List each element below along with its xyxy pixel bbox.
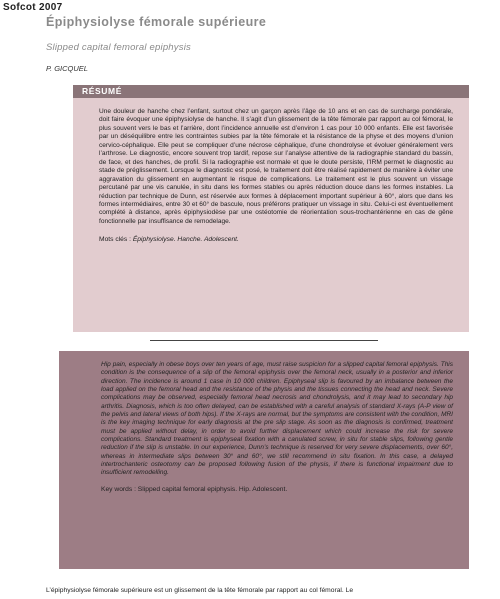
article-subtitle: Slipped capital femoral epiphysis	[46, 42, 191, 53]
journal-label: Sofcot 2007	[3, 2, 63, 13]
resume-box	[73, 85, 469, 332]
article-author: P. GICQUEL	[46, 64, 88, 73]
article-title: Épiphysiolyse fémorale supérieure	[46, 15, 267, 29]
resume-keywords-list: Épiphysiolyse. Hanche. Adolescent.	[132, 236, 239, 244]
resume-keywords	[99, 236, 453, 243]
resume-heading: RÉSUMÉ	[73, 85, 469, 98]
resume-text: Une douleur de hanche chez l’enfant, surtout chez un garçon après l’âge de 10 ans et en cas de surcharge pondérale, doit faire évoquer une épiphysiolyse de hanche. Il s’agit d’un glissement de la tête fémorale par rapport au col fémoral, le plus souvent vers le bas et l’arrière, dont l’incidence annuelle est d’environ 1 cas pour 10 000 enfants. Elle est favorisée par un déséquilibre entre les contraintes subies par la tête fémorale et la résistance de la physe et des moyens d’union cervico-céphalique. Elle peut se compliquer d’une nécrose céphalique, d’une chondrolyse et évoluer généralement vers l’arthrose. Le diagnostic, encore souvent trop tardif, repose sur l’analyse attentive de la radiographie standard du bassin, de face, et des hanches, de profil. Si la radiographie est normale et que le doute persiste, l’IRM permet le diagnostic au stade de préglissement. Lorsque le diagnostic est posé, le traitement doit être réalisé rapidement de manière à éviter une aggravation du glissement en augmentant le risque de complications. Le traitement est le plus souvent un vissage percutané par une vis canulée, in situ dans les formes stables ou après réduction douce dans les formes instables. La réduction par technique de Dunn, est réservée aux formes à déplacement important supérieur à 60°, alors que dans les formes intermédiaires, entre 30 et 60° de bascule, nous préférons pratiquer un vissage in situ. Celui-ci est éventuellement complété à distance, après épiphysiodèse par une ostéotomie de réorientation sous-trochantérienne en cas de gêne fonctionnelle par insuffisance de remodelage.	[99, 108, 453, 225]
body-text-line: L’épiphysiolyse fémorale supérieure est un glissement de la tête fémorale par rapport au col fémoral. Le	[46, 587, 354, 594]
resume-keywords-label: Mots clés :	[99, 236, 131, 244]
abstract-keywords	[101, 486, 453, 493]
abstract-box	[59, 351, 469, 569]
separator-line	[150, 340, 378, 341]
abstract-keywords-list: Slipped capital femoral epiphysis. Hip. Adolescent.	[137, 485, 288, 493]
abstract-text: Hip pain, especially in obese boys over ten years of age, must raise suspicion for a slipped capital femoral epiphysis. This condition is the consequence of a slip of the femoral epiphysis over the femoral neck, usually in a posterior and inferior direction. The incidence is around 1 case in 10 000 children. Epiphyseal slip is favoured by an imbalance between the load applied on the femoral head and the resistance of the physis and the tissues connecting the head and neck. Severe complications may be observed, especially femoral head necrosis and chondrolysis, and it may lead to secondary hip arthritis. Diagnosis, which is too often delayed, can be established with a careful analysis of standard X-rays (A-P view of the pelvis and lateral views of both hips). If the X-rays are normal, but the symptoms are consistent with the condition, MRI is the key imaging technique for early diagnosis at the pre slip stage. As soon as the diagnosis is confirmed, treatment must be applied without delay, in order to avoid further displacement which could increase the risk for severe complications. Standard treatment is epiphyseal fixation with a canulated screw, in situ for stable slips, following gentle reduction if the slip is unstable. In our experience, Dunn’s technique is reserved for very severe displacements, over 60°, whereas in intermediate slips between 30° and 60°, we still recommend in situ fixation. In this case, a delayed intertrochanteric osteotomy can be proposed following fusion of the physis, if there is functional impairment due to insufficient remodelling.	[101, 361, 453, 477]
abstract-keywords-label: Key words :	[101, 485, 136, 493]
